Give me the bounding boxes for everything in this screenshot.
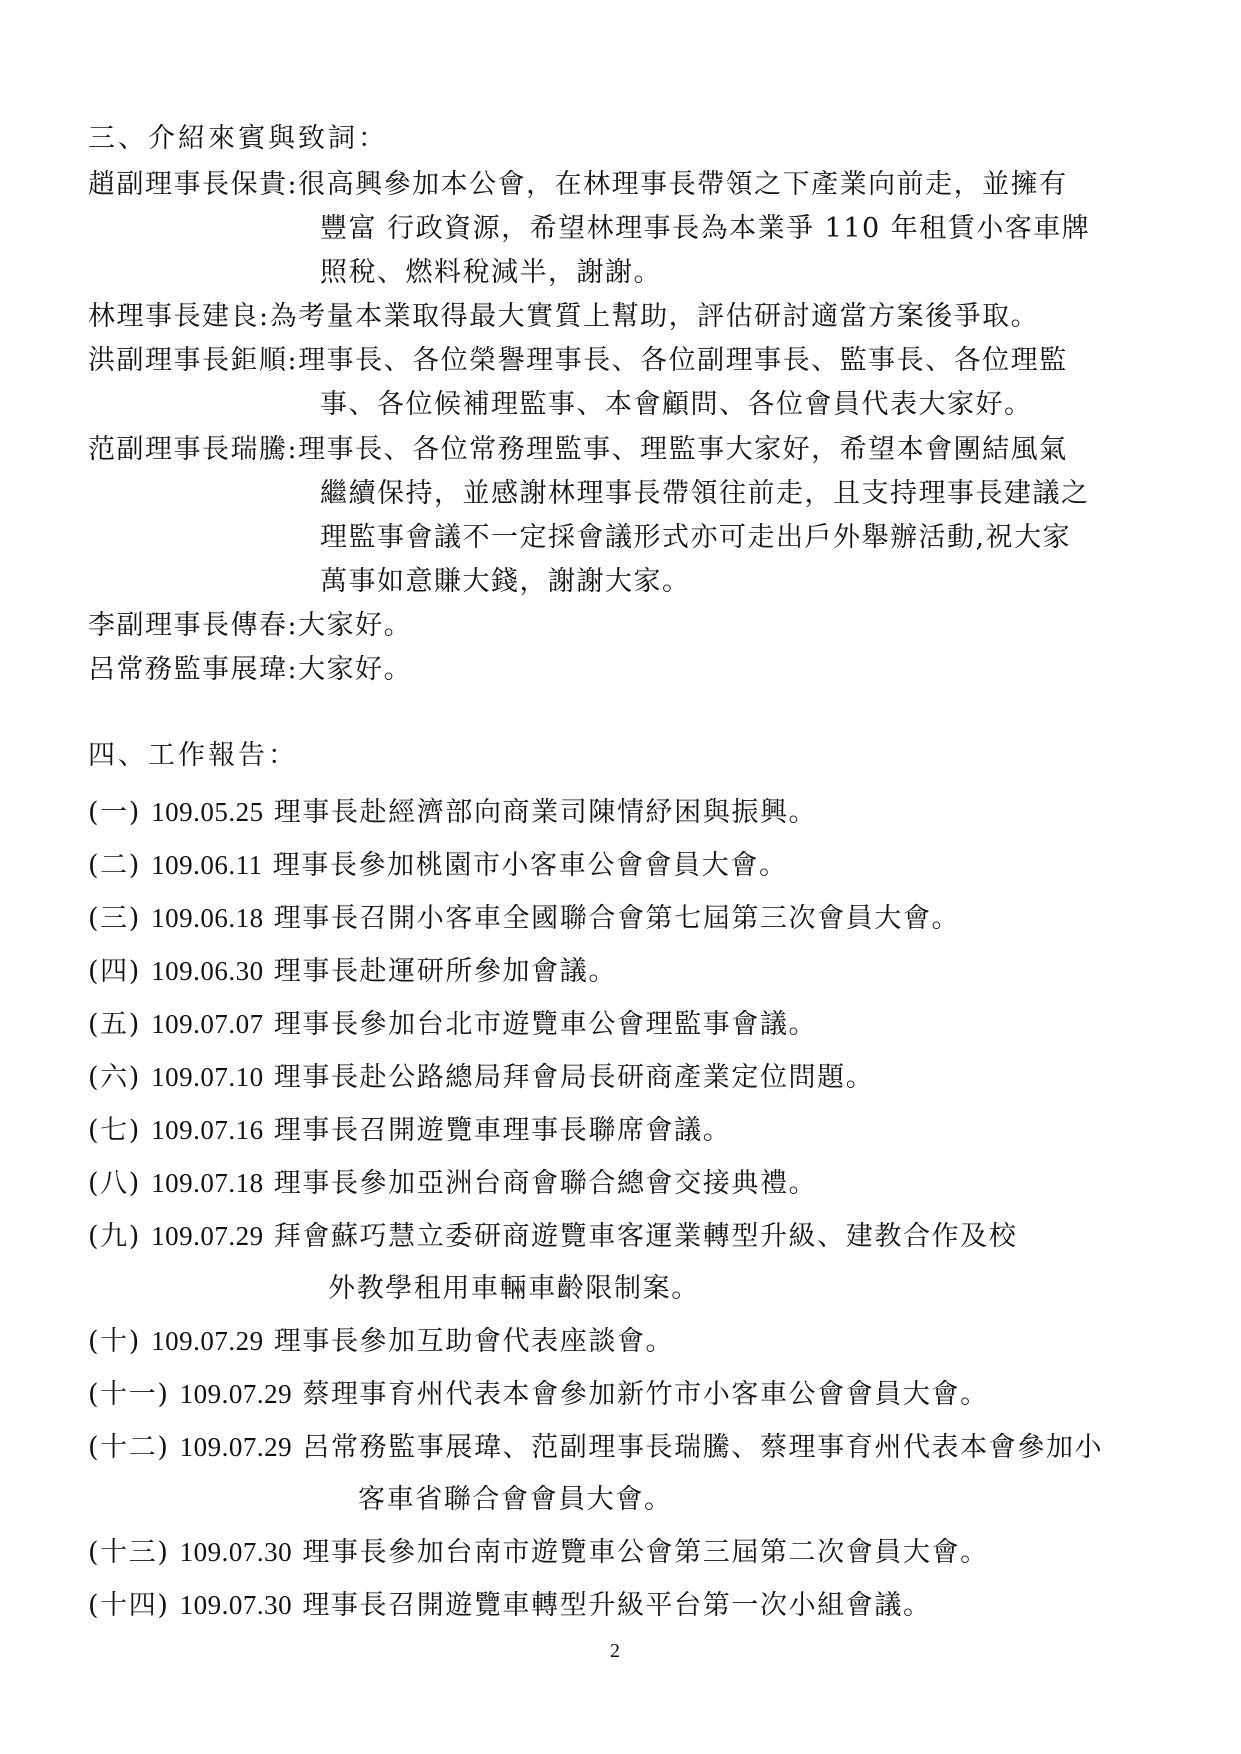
item-date: 109.06.30	[151, 956, 264, 986]
list-item	[88, 1583, 932, 1622]
item-date: 109.07.29	[151, 1326, 264, 1356]
item-text: 理事長赴經濟部向商業司陳情紓困與振興。	[273, 797, 818, 828]
speech-text: 萬事如意賺大錢，謝謝大家。	[320, 566, 691, 597]
item-number: (一)	[88, 797, 141, 828]
item-text: 理事長參加桃園市小客車公會會員大會。	[272, 850, 788, 881]
speech-text: 為考量本業取得最大實質上幫助，評估研討適當方案後爭取。	[269, 301, 1040, 332]
item-text: 理事長參加台北市遊覽車公會理監事會議。	[273, 1009, 818, 1040]
speech-text: 大家好。	[298, 654, 413, 685]
speaker-name: 李副理事長傳春:	[88, 610, 299, 641]
list-item	[88, 1425, 1103, 1464]
list-item	[88, 1002, 817, 1041]
item-date: 109.07.29	[179, 1432, 293, 1462]
item-number: (三)	[88, 903, 141, 934]
item-date: 109.07.10	[151, 1062, 264, 1092]
item-continuation: 客車省聯合會會員大會。	[358, 1484, 673, 1515]
page-number: 2	[610, 1640, 620, 1662]
list-item	[88, 1372, 989, 1411]
speaker-name: 范副理事長瑞騰:	[88, 434, 299, 465]
item-number: (九)	[88, 1221, 141, 1252]
item-date: 109.05.25	[151, 797, 264, 827]
list-item	[88, 1108, 731, 1147]
list-item	[88, 949, 617, 988]
list-item	[88, 1055, 874, 1094]
item-date: 109.07.30	[179, 1590, 293, 1620]
item-number: (十一)	[88, 1379, 170, 1410]
item-number: (十)	[88, 1326, 141, 1357]
item-text: 理事長參加互助會代表座談會。	[273, 1326, 675, 1357]
item-number: (四)	[88, 956, 141, 987]
item-text: 理事長參加亞洲台商會聯合總會交接典禮。	[273, 1168, 818, 1199]
item-date: 109.07.30	[179, 1537, 293, 1567]
item-date: 109.06.11	[151, 850, 263, 880]
item-text: 理事長召開遊覽車理事長聯席會議。	[273, 1115, 732, 1146]
list-item	[88, 1319, 674, 1358]
speech-text: 大家好。	[298, 610, 413, 641]
item-continuation: 外教學租用車輛車齡限制案。	[328, 1273, 700, 1304]
item-date: 109.07.07	[151, 1009, 264, 1039]
item-text: 呂常務監事展瑋、范副理事長瑞騰、蔡理事育州代表本會參加小	[302, 1432, 1104, 1463]
speaker-name: 趙副理事長保貴:	[88, 169, 299, 200]
item-number: (十四)	[88, 1590, 170, 1621]
speech-text: 理事長、各位常務理監事、理監事大家好，希望本會團結風氣	[298, 434, 1068, 465]
speech-text: 繼續保持，並感謝林理事長帶領往前走，且支持理事長建議之	[320, 478, 1090, 509]
item-text: 蔡理事育州代表本會參加新竹市小客車公會會員大會。	[302, 1379, 989, 1410]
item-date: 109.06.18	[151, 903, 264, 933]
item-number: (十三)	[88, 1537, 170, 1568]
item-number: (二)	[88, 850, 141, 881]
speech-text: 事、各位候補理監事、本會顧問、各位會員代表大家好。	[320, 389, 1033, 420]
item-text: 理事長召開小客車全國聯合會第七屆第三次會員大會。	[273, 903, 961, 934]
speech-text: 理監事會議不一定採會議形式亦可走出戶外舉辦活動,祝大家	[320, 522, 1072, 553]
speech-text: 很高興參加本公會，在林理事長帶領之下產業向前走，並擁有	[298, 169, 1068, 200]
speech-text: 理事長、各位榮譽理事長、各位副理事長、監事長、各位理監	[298, 345, 1068, 376]
item-date: 109.07.16	[151, 1115, 264, 1145]
speaker-name: 林理事長建良:	[88, 301, 270, 332]
item-number: (六)	[88, 1062, 141, 1093]
item-date: 109.07.18	[151, 1168, 264, 1198]
list-item	[88, 843, 788, 882]
speech-text: 豐富 行政資源，希望林理事長為本業爭 110 年租賃小客車牌	[320, 213, 1091, 244]
speech-text: 照稅、燃料稅減半，謝謝。	[320, 257, 662, 288]
item-text: 理事長召開遊覽車轉型升級平台第一次小組會議。	[302, 1590, 932, 1621]
item-date: 109.07.29	[179, 1379, 293, 1409]
item-text: 理事長參加台南市遊覽車公會第三屆第二次會員大會。	[302, 1537, 989, 1568]
item-number: (五)	[88, 1009, 141, 1040]
item-number: (七)	[88, 1115, 141, 1146]
list-item	[88, 1214, 1017, 1253]
item-number: (八)	[88, 1168, 141, 1199]
speaker-name: 呂常務監事展瑋:	[88, 654, 299, 685]
item-text: 理事長赴運研所參加會議。	[273, 956, 617, 987]
item-number: (十二)	[88, 1432, 170, 1463]
item-date: 109.07.29	[151, 1221, 264, 1251]
section-3-title: 三、介紹來賓與致詞：	[88, 123, 388, 154]
list-item	[88, 896, 960, 935]
speaker-name: 洪副理事長鉅順:	[88, 345, 299, 376]
item-text: 理事長赴公路總局拜會局長研商產業定位問題。	[273, 1062, 875, 1093]
list-item	[88, 790, 817, 829]
section-4-title: 四、工作報告：	[88, 740, 298, 771]
list-item	[88, 1530, 989, 1569]
item-text: 拜會蘇巧慧立委研商遊覽車客運業轉型升級、建教合作及校	[273, 1221, 1018, 1252]
list-item	[88, 1161, 817, 1200]
